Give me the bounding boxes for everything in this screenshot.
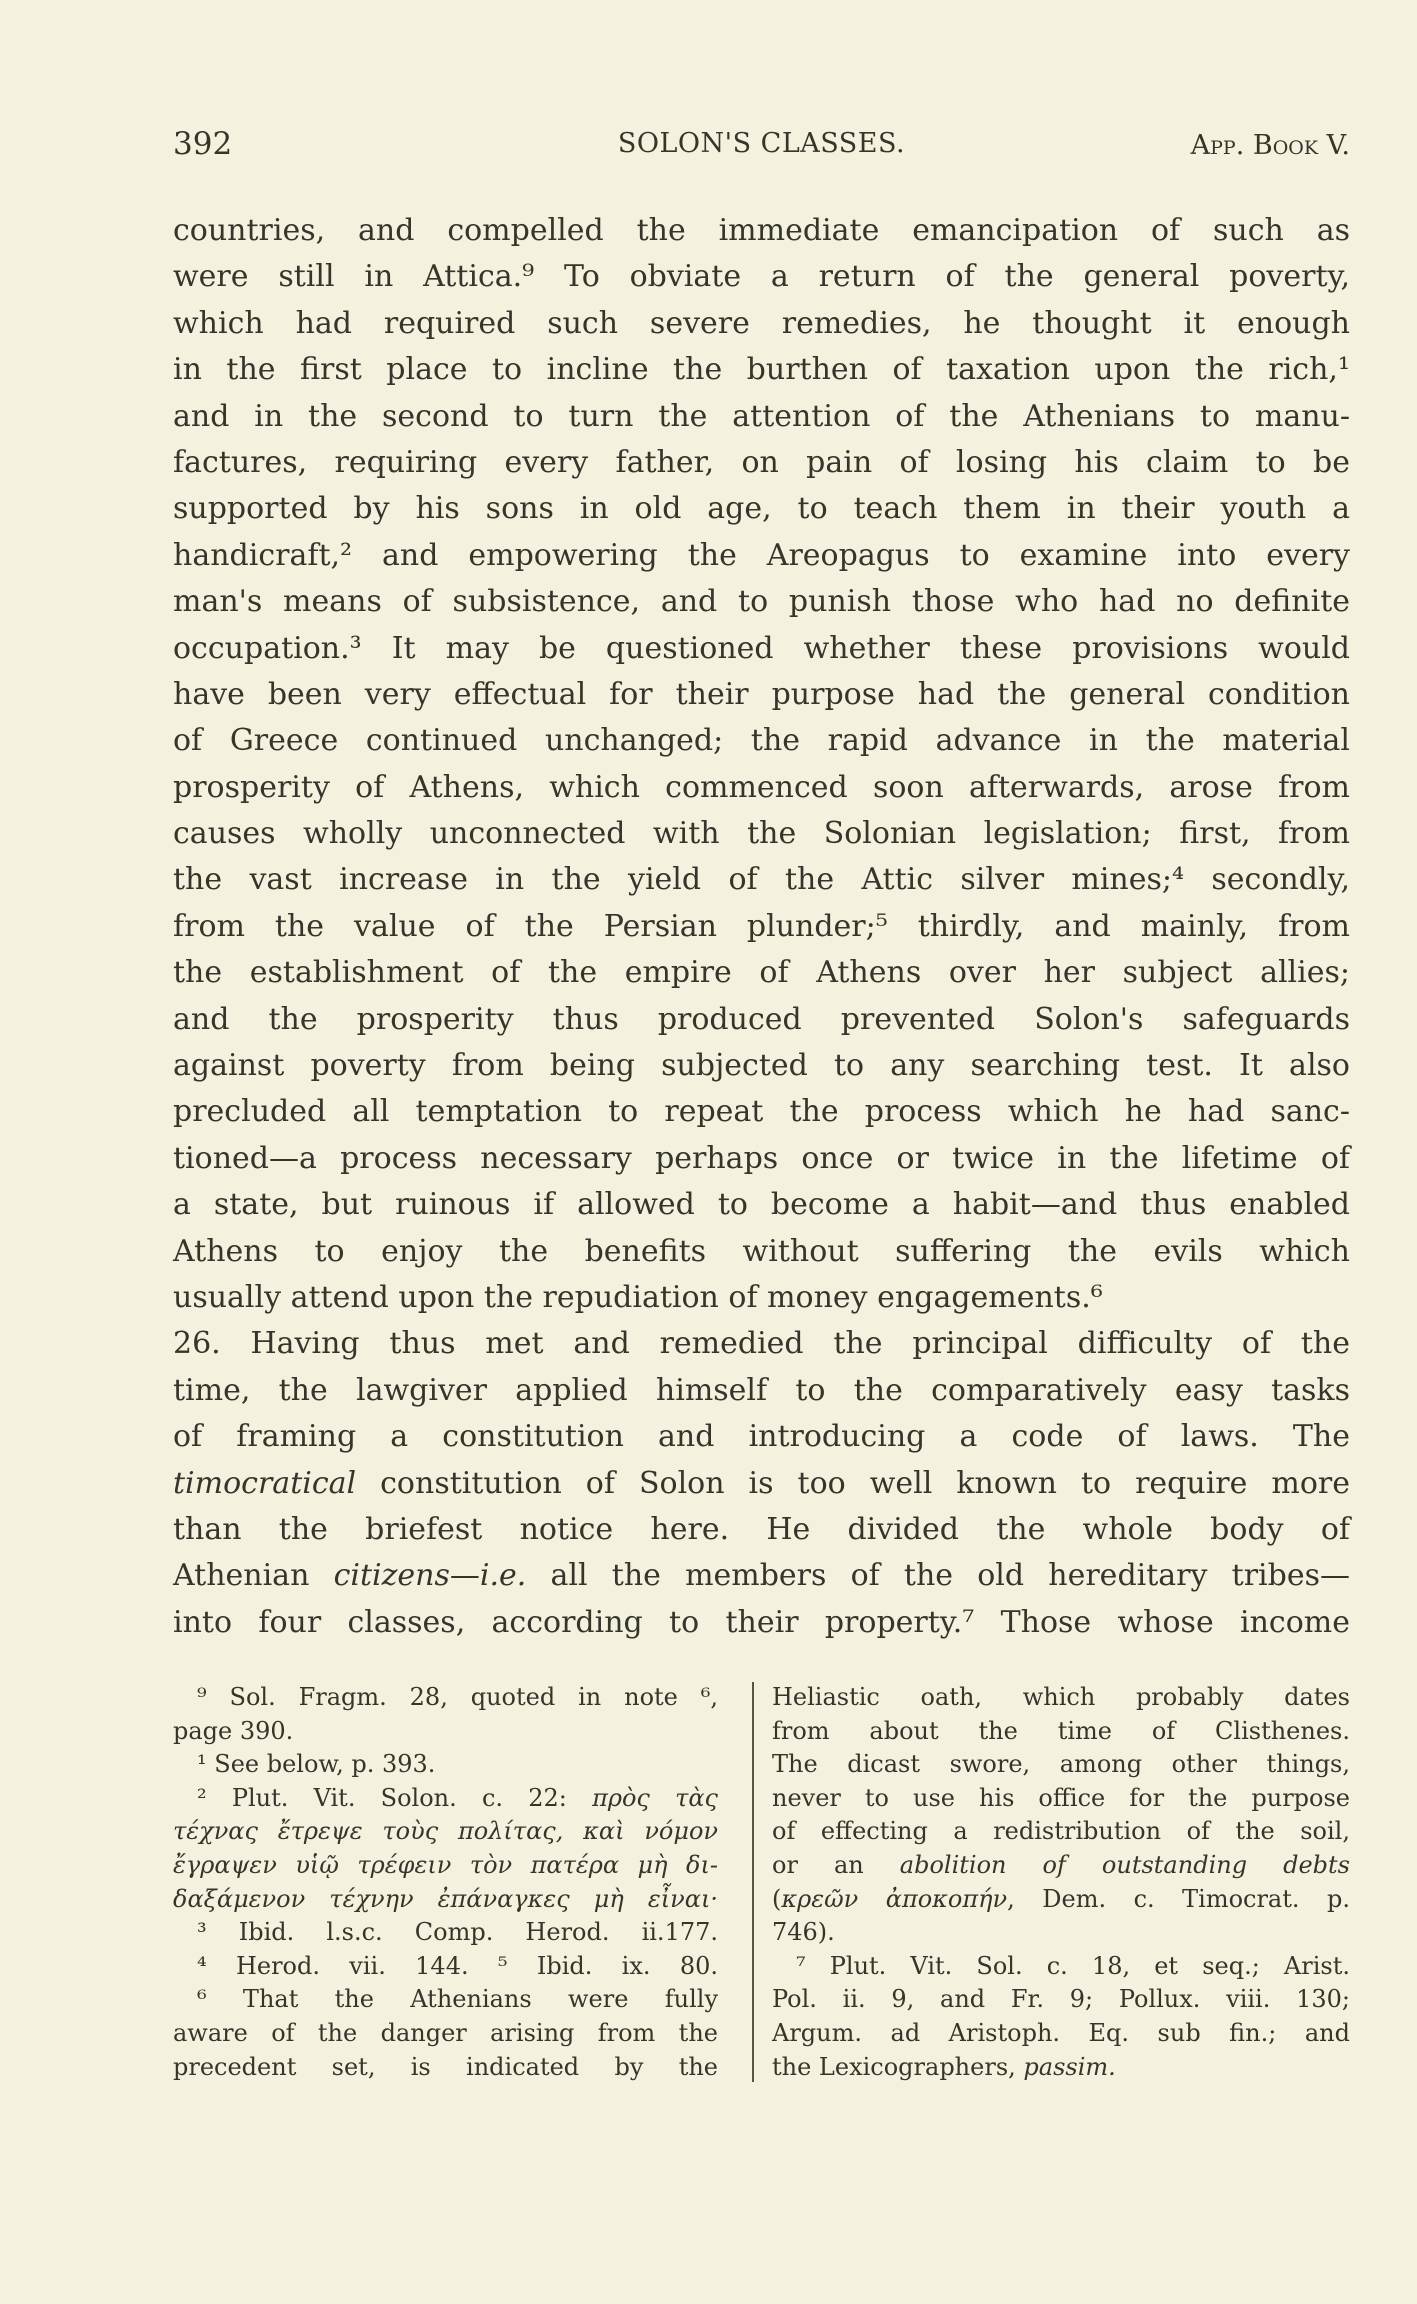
footnote-line	[772, 1849, 1350, 1883]
text-line	[173, 1600, 1350, 1646]
text-segment: —	[449, 1558, 480, 1594]
text-segment: 746).	[772, 1918, 835, 1947]
text-line	[173, 1182, 1350, 1228]
text-segment: ¹ See below, p. 393.	[197, 1750, 436, 1779]
text-segment: Heliastic oath, which probably dates	[772, 1683, 1350, 1711]
text-line	[173, 347, 1350, 393]
text-segment: ³ Ibid. l.s.c. Comp. Herod. ii.177.	[197, 1918, 718, 1947]
text-segment: ⁷ Plut. Vit. Sol. c. 18, et seq.; Arist.	[796, 1951, 1350, 1980]
text-segment: ² Plut. Vit. Solon. c. 22:	[197, 1783, 593, 1812]
footnote-line	[772, 1748, 1350, 1782]
text-segment: in the first place to incline the burthen of taxation upon the rich,¹	[173, 352, 1350, 388]
text-line	[173, 1275, 1350, 1321]
footnote-line	[772, 2051, 1350, 2085]
text-line	[173, 626, 1350, 672]
italic-text: abolition of outstanding debts	[899, 1850, 1350, 1879]
text-segment: which had required such severe remedies, he thought it enough	[173, 305, 1350, 341]
text-segment: ⁹ Sol. Fragm. 28, quoted in note ⁶,	[197, 1683, 718, 1711]
footnote-line	[772, 1983, 1350, 2017]
text-segment: a state, but ruinous if allowed to become a habit—and thus enabled	[173, 1187, 1350, 1223]
running-header	[173, 126, 1350, 170]
text-segment: from the value of the Persian plunder;⁵ thirdly, and mainly, from	[173, 908, 1350, 944]
footnote-line	[173, 1681, 718, 1715]
text-segment: ⁶ That the Athenians were fully	[197, 1985, 718, 2014]
text-segment: (	[772, 1884, 782, 1913]
text-segment: of effecting a redistribution of the soil,	[772, 1817, 1350, 1846]
text-segment: occupation.³ It may be questioned whether these provisions would	[173, 630, 1350, 666]
footnotes-right-column	[772, 1681, 1350, 2084]
italic-text: timocratical	[173, 1465, 357, 1501]
text-line	[173, 1089, 1350, 1135]
text-segment: Pol. ii. 9, and Fr. 9; Pollux. viii. 130;	[772, 1985, 1350, 2014]
text-segment: than the briefest notice here. He divided the whole body of	[173, 1511, 1350, 1547]
footnote-line	[173, 1983, 718, 2017]
text-segment: prosperity of Athens, which commenced soon afterwards, arose from	[173, 769, 1350, 805]
text-segment: the vast increase in the yield of the Attic silver mines;⁴ secondly,	[173, 862, 1350, 898]
text-line	[173, 765, 1350, 811]
text-line	[173, 1553, 1350, 1599]
text-segment: The dicast swore, among other things,	[772, 1750, 1350, 1779]
text-line	[173, 1414, 1350, 1460]
footnote-line	[173, 1782, 718, 1816]
text-line	[173, 1461, 1350, 1507]
footnote-line	[173, 2051, 718, 2085]
footnote-line	[772, 1715, 1350, 1749]
footnote-line	[173, 1748, 718, 1782]
italic-text: citizens	[333, 1558, 450, 1594]
text-line	[173, 1136, 1350, 1182]
footnote-line	[173, 1916, 718, 1950]
text-line	[173, 1321, 1350, 1367]
text-segment: precedent set, is indicated by the	[173, 2052, 718, 2081]
text-line	[173, 718, 1350, 764]
text-segment: the Lexicographers,	[772, 2052, 1024, 2081]
text-segment: never to use his office for the purpose	[772, 1783, 1350, 1812]
text-line	[173, 904, 1350, 950]
text-line	[173, 440, 1350, 486]
section-label: App. Book V.	[1190, 130, 1350, 161]
text-segment: supported by his sons in old age, to teach them in their youth a	[173, 491, 1350, 527]
text-segment: or an	[772, 1850, 900, 1879]
footnote-line	[772, 1815, 1350, 1849]
text-segment: 26. Having thus met and remedied the principal difficulty of the	[173, 1326, 1350, 1362]
italic-text: ἔγραψεν υἱῷ τρέφειν τὸν πατέρα μὴ δι-	[173, 1850, 718, 1879]
text-segment: page 390.	[173, 1716, 294, 1745]
text-segment: have been very effectual for their purpose had the general condition	[173, 676, 1350, 712]
text-segment: time, the lawgiver applied himself to the comparatively easy tasks	[173, 1372, 1350, 1408]
text-line	[173, 1229, 1350, 1275]
text-segment: were still in Attica.⁹ To obviate a return of the general poverty,	[173, 259, 1350, 295]
text-line	[173, 486, 1350, 532]
text-segment: constitution of Solon is too well known to require more	[356, 1465, 1350, 1501]
footnote-line	[772, 1950, 1350, 1984]
column-divider	[752, 1682, 754, 2082]
footnote-line	[173, 1815, 718, 1849]
text-segment: , Dem. c. Timocrat. p.	[1007, 1884, 1351, 1913]
text-segment: tioned—a process necessary perhaps once or twice in the lifetime of	[173, 1140, 1350, 1176]
footnote-line	[173, 1715, 718, 1749]
text-segment: usually attend upon the repudiation of money engagements.⁶	[173, 1279, 1103, 1315]
text-segment: into four classes, according to their property.⁷ Those whose income	[173, 1604, 1350, 1640]
page-number: 392	[173, 126, 233, 162]
text-line	[173, 1043, 1350, 1089]
text-segment: Argum. ad Aristoph. Eq. sub fin.; and	[772, 2018, 1350, 2047]
text-line	[173, 254, 1350, 300]
text-line	[173, 1507, 1350, 1553]
footnote-line	[173, 1950, 718, 1984]
text-segment: precluded all temptation to repeat the process which he had sanc-	[173, 1094, 1350, 1130]
body-text	[173, 208, 1350, 1646]
text-line	[173, 1368, 1350, 1414]
text-line	[173, 301, 1350, 347]
text-segment: countries, and compelled the immediate emancipation of such as	[173, 213, 1350, 248]
text-line	[173, 533, 1350, 579]
text-segment: from about the time of Clisthenes.	[772, 1716, 1350, 1745]
italic-text: τέχνας ἔτρεψε τοὺς πολίτας, καὶ νόμον	[173, 1817, 718, 1846]
text-segment: of Greece continued unchanged; the rapid advance in the material	[173, 723, 1350, 759]
running-title: SOLON'S CLASSES.	[617, 128, 906, 159]
text-segment: and in the second to turn the attention of the Athenians to manu-	[173, 398, 1350, 434]
italic-text: δαξάμενον τέχνην ἐπάναγκες μὴ εἶναι·	[173, 1884, 718, 1913]
text-line	[173, 394, 1350, 440]
text-segment: all the members of the old hereditary tribes—	[526, 1558, 1350, 1594]
text-segment: Athenian	[173, 1558, 334, 1594]
text-segment: the establishment of the empire of Athens over her subject allies;	[173, 955, 1350, 991]
footnote-line	[173, 1849, 718, 1883]
text-segment: factures, requiring every father, on pain of losing his claim to be	[173, 444, 1350, 480]
text-line	[173, 811, 1350, 857]
text-segment: against poverty from being subjected to any searching test. It also	[173, 1048, 1350, 1084]
italic-text: i.e.	[479, 1558, 527, 1594]
italic-text: passim.	[1023, 2052, 1116, 2081]
text-segment: Athens to enjoy the benefits without suffering the evils which	[173, 1233, 1350, 1269]
text-segment: man's means of subsistence, and to punish those who had no definite	[173, 584, 1350, 620]
footnote-line	[772, 2017, 1350, 2051]
footnote-line	[772, 1782, 1350, 1816]
footnote-line	[772, 1681, 1350, 1715]
footnote-line	[772, 1916, 1350, 1950]
text-line	[173, 997, 1350, 1043]
text-segment: of framing a constitution and introducing a code of laws. The	[173, 1419, 1350, 1455]
italic-text: κρεῶν ἀποκοπήν	[781, 1884, 1008, 1913]
footnote-line	[173, 2017, 718, 2051]
text-segment: aware of the danger arising from the	[173, 2018, 718, 2047]
text-segment: and the prosperity thus produced prevented Solon's safeguards	[173, 1001, 1350, 1037]
text-line	[173, 950, 1350, 996]
text-line	[173, 579, 1350, 625]
text-segment: causes wholly unconnected with the Solonian legislation; first, from	[173, 816, 1350, 852]
text-line	[173, 672, 1350, 718]
text-line	[173, 208, 1350, 254]
text-line	[173, 857, 1350, 903]
italic-text: πρὸς τὰς	[592, 1783, 719, 1812]
footnotes-left-column	[173, 1681, 718, 2084]
footnote-line	[173, 1883, 718, 1917]
text-segment: handicraft,² and empowering the Areopagus to examine into every	[173, 537, 1350, 573]
footnote-line	[772, 1883, 1350, 1917]
text-segment: ⁴ Herod. vii. 144. ⁵ Ibid. ix. 80.	[197, 1951, 718, 1980]
